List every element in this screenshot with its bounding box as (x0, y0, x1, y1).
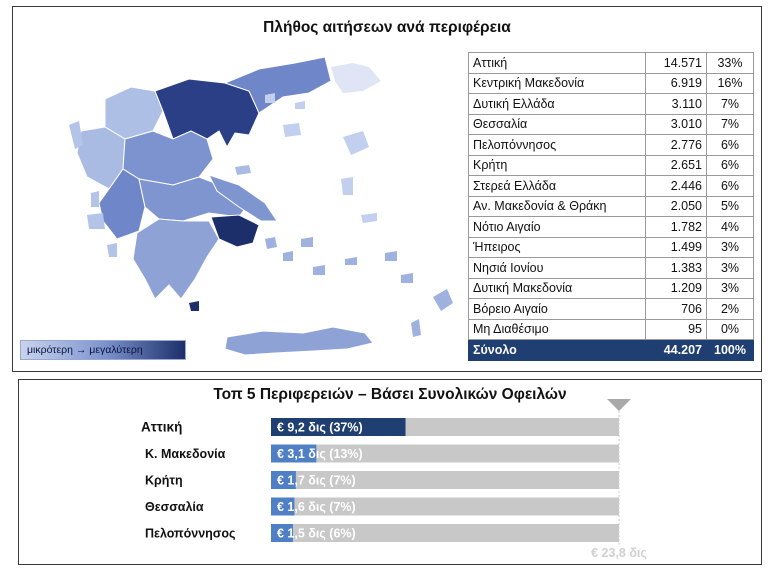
share-cell: 6% (707, 155, 754, 176)
map-region-sporades (235, 165, 251, 175)
map-region-peloponnese (133, 219, 219, 299)
share-cell: 6% (707, 176, 754, 197)
map-region-south-aegean-5 (345, 257, 357, 265)
applications-cell: 2.446 (646, 176, 707, 197)
applications-cell: 6.919 (646, 73, 707, 94)
share-cell: 3% (707, 278, 754, 299)
map-region-south-aegean-3 (301, 237, 313, 247)
map-region-north-aegean-samothraki (295, 101, 305, 109)
region-table-body (469, 53, 754, 361)
region-name-cell: Κεντρική Μακεδονία (469, 73, 646, 94)
total-marker-icon (607, 399, 631, 411)
share-cell: 7% (707, 114, 754, 135)
applications-cell: 1.209 (646, 278, 707, 299)
applications-cell: 95 (646, 319, 707, 340)
region-name-cell: Μη Διαθέσιμο (469, 319, 646, 340)
region-name-cell: Δυτική Ελλάδα (469, 94, 646, 115)
map-region-south-aegean-2 (283, 251, 293, 261)
map-region-crete (225, 327, 373, 355)
applications-cell: 1.782 (646, 217, 707, 238)
table-row (469, 155, 754, 176)
data-label: € 1,5 δις (6%) (277, 526, 356, 541)
region-name-cell: Νότιο Αιγαίο (469, 217, 646, 238)
share-cell: 6% (707, 135, 754, 156)
region-name-cell: Θεσσαλία (469, 114, 646, 135)
table-row (469, 237, 754, 258)
category-label: Θεσσαλία (145, 500, 204, 514)
region-applications-table (468, 52, 754, 361)
category-label: Κ. Μακεδονία (145, 447, 226, 461)
data-label: € 1,6 δις (7%) (277, 500, 356, 514)
table-row (469, 258, 754, 279)
share-cell: 100% (707, 340, 754, 361)
region-name-cell: Πελοπόννησος (469, 135, 646, 156)
applications-cell: 2.776 (646, 135, 707, 156)
region-name-cell: Αττική (469, 53, 646, 74)
applications-cell: 1.499 (646, 237, 707, 258)
map-region-kythira (189, 301, 199, 311)
table-row (469, 299, 754, 320)
map-legend-label: μικρότερη → μεγαλύτερη (27, 344, 143, 356)
map-region-north-aegean-limnos (283, 123, 301, 137)
share-cell: 7% (707, 94, 754, 115)
category-label: Κρήτη (145, 473, 183, 488)
data-label: € 1,7 δις (7%) (277, 473, 356, 488)
region-name-cell: Αν. Μακεδονία & Θράκη (469, 196, 646, 217)
map-region-south-aegean-rhodes (433, 289, 453, 311)
map-region-south-aegean-karpathos (411, 319, 421, 337)
table-row (469, 196, 754, 217)
debt-bar-chart (19, 380, 761, 564)
map-neighbour-coast (331, 63, 381, 93)
share-cell: 0% (707, 319, 754, 340)
category-label: Αττική (141, 419, 183, 435)
table-total-row (469, 340, 754, 361)
map-region-south-aegean-1 (265, 237, 277, 249)
applications-cell: 2.050 (646, 196, 707, 217)
data-label: € 9,2 δις (37%) (277, 420, 363, 435)
table-row (469, 94, 754, 115)
map-panel-title: Πλήθος αιτήσεων ανά περιφέρεια (263, 19, 511, 36)
map-region-ionian-corfu (69, 121, 83, 149)
region-name-cell: Σύνολο (469, 340, 646, 361)
map-region-south-aegean-7 (401, 273, 413, 283)
share-cell: 33% (707, 53, 754, 74)
share-cell: 5% (707, 196, 754, 217)
table-row (469, 176, 754, 197)
region-name-cell: Βόρειο Αιγαίο (469, 299, 646, 320)
region-name-cell: Νησιά Ιονίου (469, 258, 646, 279)
debt-chart-title: Τοπ 5 Περιφερειών – Βάσει Συνολικών Οφειλών (213, 386, 567, 403)
applications-cell: 706 (646, 299, 707, 320)
region-name-cell: Ήπειρος (469, 237, 646, 258)
share-cell: 2% (707, 299, 754, 320)
table-row (469, 217, 754, 238)
applications-cell: 44.207 (646, 340, 707, 361)
map-region-north-aegean-chios (341, 177, 353, 195)
share-cell: 4% (707, 217, 754, 238)
total-label: € 23,8 δις (591, 546, 647, 560)
map-region-south-aegean-6 (385, 251, 397, 261)
map-region-attica (211, 215, 259, 247)
map-region-north-aegean-samos (361, 213, 377, 223)
region-name-cell: Δυτική Μακεδονία (469, 278, 646, 299)
map-region-south-aegean-4 (313, 265, 325, 275)
category-label: Πελοπόννησος (145, 526, 236, 541)
applications-cell: 3.110 (646, 94, 707, 115)
region-name-cell: Κρήτη (469, 155, 646, 176)
top5-debt-panel (18, 379, 762, 565)
share-cell: 16% (707, 73, 754, 94)
table-row (469, 135, 754, 156)
table-row (469, 278, 754, 299)
share-cell: 3% (707, 258, 754, 279)
table-row (469, 53, 754, 74)
applications-cell: 2.651 (646, 155, 707, 176)
share-cell: 3% (707, 237, 754, 258)
applications-cell: 14.571 (646, 53, 707, 74)
greece-map (13, 7, 463, 371)
map-region-ionian-zakynthos (107, 243, 117, 257)
table-row (469, 319, 754, 340)
applications-cell: 1.383 (646, 258, 707, 279)
map-legend (20, 340, 186, 360)
region-name-cell: Στερεά Ελλάδα (469, 176, 646, 197)
applications-cell: 3.010 (646, 114, 707, 135)
table-row (469, 114, 754, 135)
table-row (469, 73, 754, 94)
data-label: € 3,1 δις (13%) (277, 447, 363, 461)
map-region-ionian-kefalonia (87, 213, 105, 229)
map-region-north-aegean-lesvos (343, 131, 369, 155)
region-applications-panel (12, 6, 762, 372)
map-region-ionian-lefkada (91, 191, 99, 207)
